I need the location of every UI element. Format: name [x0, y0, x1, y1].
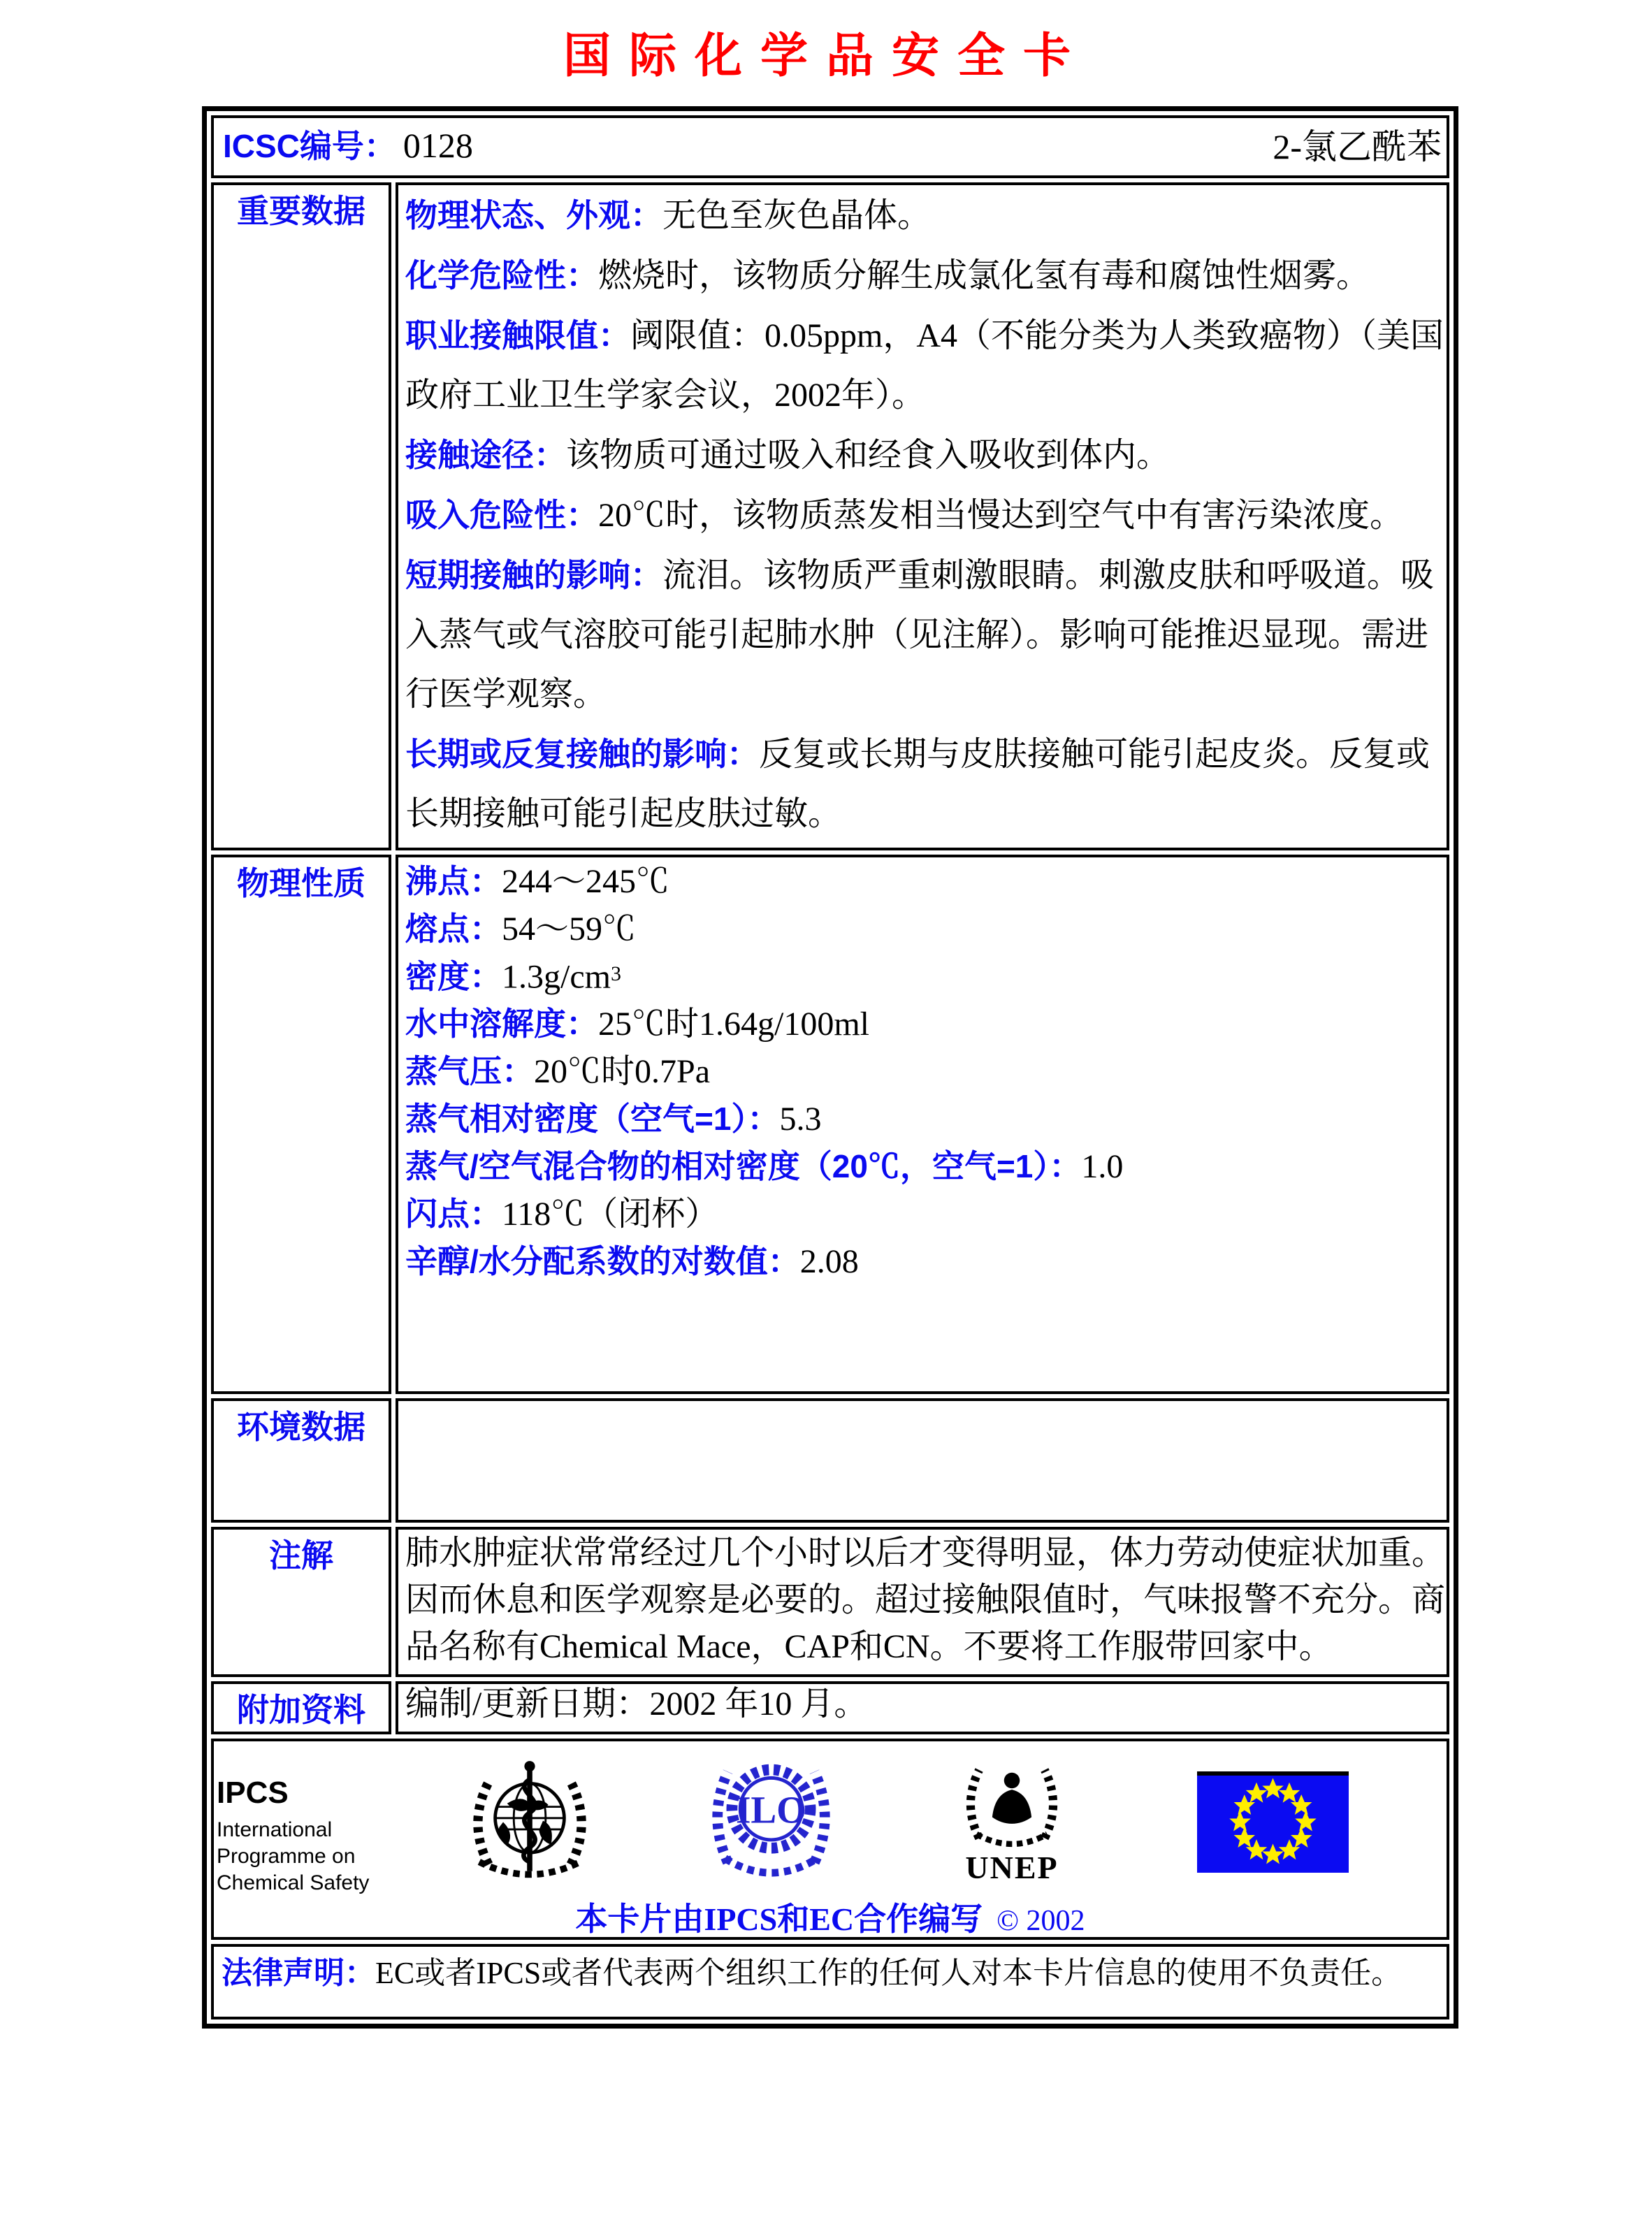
- text-line: [405, 1147, 1441, 1194]
- field-label: 接触途径：: [405, 437, 566, 473]
- page-title: 国际化学品安全卡: [563, 29, 1089, 82]
- text-line: [405, 1004, 1441, 1052]
- text-line: [405, 728, 1441, 788]
- field-label: 闪点：: [405, 1196, 502, 1233]
- additional-information-row: [211, 1681, 1449, 1734]
- section-content-additional-information: [396, 1681, 1449, 1734]
- unep-label: UNEP: [965, 1850, 1059, 1885]
- field-value: 政府工业卫生学家会议，2002年）。: [405, 377, 926, 414]
- legal-notice-text: EC或者IPCS或者代表两个组织工作的任何人对本卡片信息的使用不负责任。: [375, 1956, 1403, 1990]
- text-line: [405, 370, 1441, 429]
- header-row: [211, 115, 1449, 178]
- text-line: [405, 909, 1441, 957]
- chemical-name: 2-氯乙酰苯: [1273, 127, 1442, 166]
- field-value: 流泪。该物质严重刺激眼睛。刺激皮肤和呼吸道。吸: [662, 557, 1435, 594]
- text-line: [405, 1627, 1441, 1674]
- text-line: [405, 957, 1441, 1004]
- ipcs-line: Programme on: [217, 1845, 356, 1868]
- section-label-additional-information: 附加资料: [211, 1681, 391, 1734]
- eu-flag-icon: [1197, 1771, 1349, 1876]
- who-emblem-icon: [463, 1755, 596, 1892]
- field-value: 燃烧时，该物质分解生成氯化氢有毒和腐蚀性烟雾。: [598, 257, 1370, 294]
- ipcs-line: Chemical Safety: [217, 1871, 370, 1894]
- text-line: [405, 1685, 1441, 1728]
- text-line: [405, 310, 1444, 370]
- icsc-number-group: [223, 121, 473, 167]
- section-content-environmental-data: [396, 1398, 1449, 1523]
- field-value: 长期接触可能引起皮肤过敏。: [405, 795, 842, 832]
- section-content-notes: [396, 1527, 1449, 1677]
- text-line: [405, 549, 1441, 609]
- field-value: 肺水肿症状常常经过几个小时以后才变得明显，体力劳动使症状加重。: [405, 1535, 1446, 1572]
- logos-cell: [211, 1739, 1449, 1940]
- field-value: 5.3: [779, 1101, 822, 1138]
- field-value: 品名称有Chemical Mace，CAP和CN。不要将工作服带回家中。: [405, 1628, 1333, 1665]
- field-value: 54～59℃: [502, 911, 637, 948]
- section-content-physical-properties: [396, 855, 1449, 1394]
- legal-notice-label: 法律声明：: [222, 1956, 375, 1990]
- physical-properties-row: [211, 855, 1449, 1394]
- field-label: 职业接触限值：: [405, 317, 630, 354]
- field-value: 1.3g/cm: [502, 958, 611, 996]
- field-label: 蒸气压：: [405, 1053, 534, 1090]
- field-label: 沸点：: [405, 863, 502, 899]
- notes-row: [211, 1527, 1449, 1677]
- important-data-row: [211, 182, 1449, 850]
- environmental-data-row: [211, 1398, 1449, 1523]
- legal-cell: [211, 1944, 1449, 2019]
- section-label-environmental-data: 环境数据: [211, 1398, 391, 1523]
- text-line: [405, 1099, 1441, 1147]
- field-value: 因而休息和医学观察是必要的。超过接触限值时，气味报警不充分。商: [405, 1581, 1446, 1618]
- text-line: [405, 1052, 1441, 1099]
- icsc-number-value: 0128: [403, 126, 473, 165]
- field-label: 物理状态、外观：: [405, 197, 662, 233]
- field-value: 入蒸气或气溶胶可能引起肺水肿（见注解）。影响可能推迟显现。需进: [405, 616, 1429, 653]
- text-line: [405, 1242, 1441, 1289]
- field-value: 118℃（闭杯）: [502, 1196, 719, 1233]
- cooperation-caption: [214, 1894, 1447, 1940]
- field-label: 蒸气/空气混合物的相对密度（20℃，空气=1）：: [405, 1148, 1082, 1185]
- section-label-physical-properties: 物理性质: [211, 855, 391, 1394]
- text-line: [405, 1534, 1446, 1581]
- superscript: 3: [610, 962, 621, 985]
- icsc-card-table: [202, 106, 1458, 2029]
- unep-emblem-icon: [959, 1755, 1064, 1883]
- field-value: 20℃时0.7Pa: [534, 1053, 711, 1091]
- icsc-number-label: ICSC编号：: [223, 128, 396, 164]
- text-line: [405, 862, 1441, 909]
- field-value: 25℃时1.64g/100ml: [598, 1006, 870, 1043]
- logos-row: [211, 1739, 1449, 1940]
- text-line: [405, 609, 1441, 669]
- field-value: 反复或长期与皮肤接触可能引起皮炎。反复或: [759, 736, 1430, 773]
- section-label-important-data: 重要数据: [211, 182, 391, 850]
- text-line: [405, 1194, 1441, 1242]
- field-value: 阈限值：0.05ppm，A4（不能分类为人类致癌物）（美国: [630, 317, 1444, 354]
- field-value: 行医学观察。: [405, 676, 607, 713]
- text-line: [405, 1581, 1446, 1627]
- field-value: 1.0: [1081, 1148, 1124, 1186]
- field-value: 20℃时，该物质蒸发相当慢达到空气中有害污染浓度。: [598, 497, 1404, 534]
- legal-row: [211, 1944, 1449, 2019]
- field-label: 吸入危险性：: [405, 497, 598, 533]
- text-line: [405, 788, 1441, 848]
- field-label: 熔点：: [405, 911, 502, 947]
- header-cell: [211, 115, 1449, 178]
- text-line: [405, 189, 1441, 249]
- field-value: 编制/更新日期：2002 年10 月。: [405, 1685, 868, 1722]
- field-value: 244～245℃: [502, 863, 670, 900]
- field-label: 密度：: [405, 958, 502, 995]
- section-content-important-data: [396, 182, 1449, 850]
- ipcs-acronym: IPCS: [217, 1776, 289, 1810]
- text-line: [405, 489, 1441, 549]
- ipcs-text-block: [217, 1776, 369, 1896]
- field-value: 无色至灰色晶体。: [662, 197, 932, 234]
- field-value: 2.08: [799, 1243, 859, 1281]
- text-line: [405, 669, 1441, 728]
- svg-text:ILO: ILO: [735, 1788, 807, 1831]
- field-label: 短期接触的影响：: [405, 557, 662, 593]
- text-line: [405, 249, 1441, 310]
- field-label: 化学危险性：: [405, 257, 598, 293]
- field-value: 该物质可通过吸入和经食入吸收到体内。: [566, 437, 1171, 474]
- field-label: 长期或反复接触的影响：: [405, 736, 759, 772]
- text-line: [405, 429, 1441, 489]
- field-label: 水中溶解度：: [405, 1006, 598, 1043]
- field-label: 辛醇/水分配系数的对数值：: [405, 1243, 800, 1280]
- cooperation-caption-text: 本卡片由IPCS和EC合作编写: [575, 1901, 983, 1937]
- section-label-notes: 注解: [211, 1527, 391, 1677]
- copyright-text: © 2002: [997, 1905, 1085, 1937]
- ipcs-line: International: [217, 1818, 333, 1841]
- ilo-emblem-icon: [706, 1748, 836, 1886]
- field-label: 蒸气相对密度（空气=1）：: [405, 1101, 780, 1138]
